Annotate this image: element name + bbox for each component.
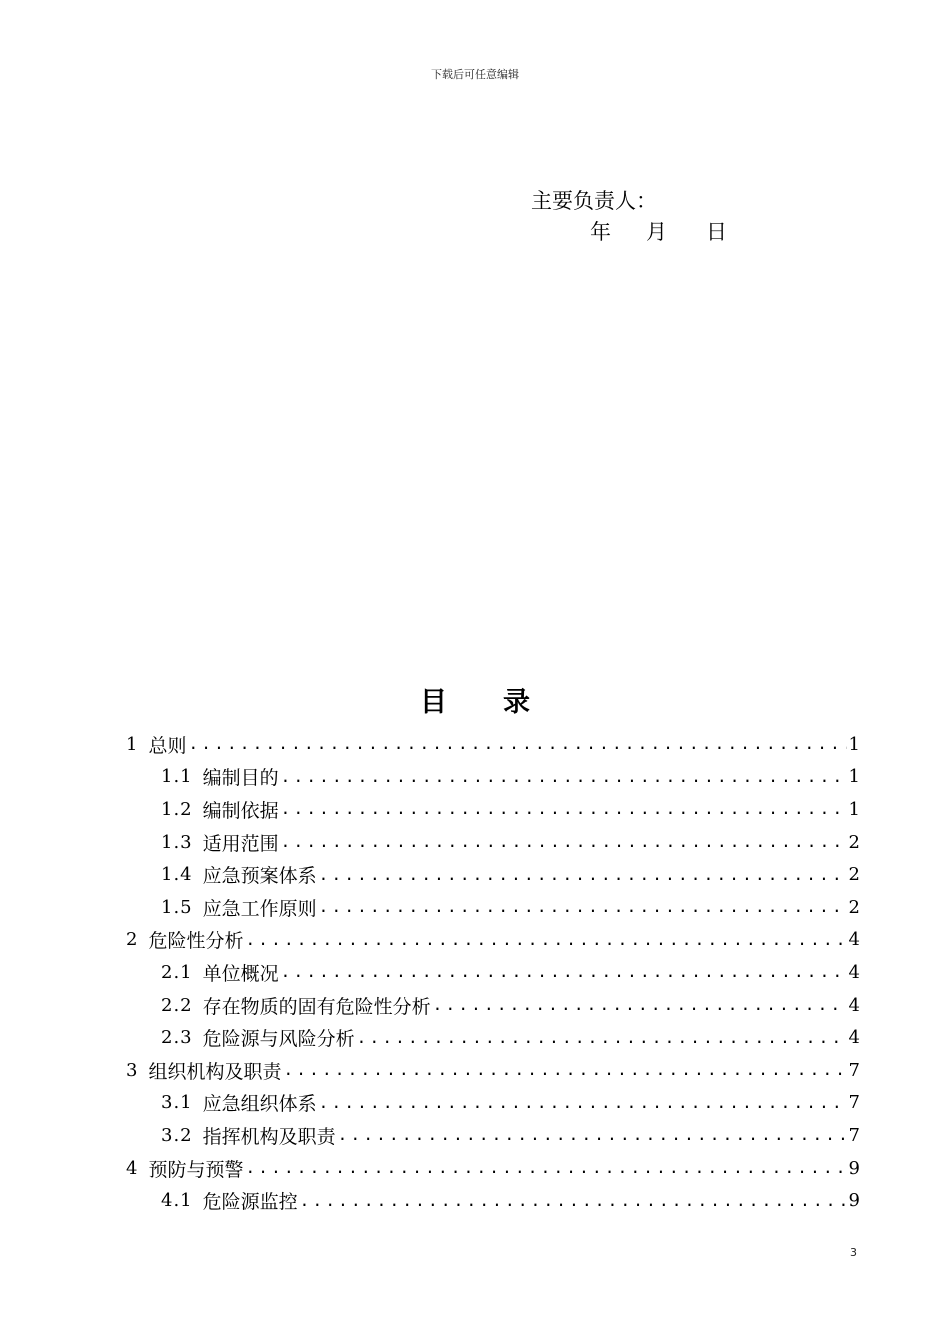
- toc-entry-page: 4: [848, 961, 860, 983]
- toc-entry-number: 2: [126, 929, 139, 951]
- toc-entry-page: 7: [848, 1059, 860, 1081]
- toc-entry-number: 1: [126, 733, 139, 755]
- signature-date: [590, 216, 727, 246]
- toc-entry-title: 应急工作原则: [202, 897, 317, 920]
- toc-entry[interactable]: [126, 1087, 860, 1120]
- toc-leader-dots: [433, 997, 847, 1013]
- toc-entry-title: 危险源与风险分析: [202, 1028, 355, 1051]
- toc-leader-dots: [281, 769, 847, 785]
- toc-entry-number: 3: [126, 1059, 139, 1081]
- toc-entry-page: 2: [848, 864, 860, 886]
- toc-entry-number: 4: [126, 1157, 139, 1179]
- toc-entry[interactable]: [126, 1152, 860, 1185]
- toc-entry[interactable]: [126, 728, 860, 761]
- toc-entry-page: 1: [848, 766, 860, 788]
- toc-entry[interactable]: [126, 1184, 860, 1217]
- toc-title-char-1: 目: [420, 687, 447, 718]
- toc-entry-number: 2.1: [161, 961, 193, 983]
- toc-leader-dots: [319, 899, 847, 915]
- toc-leader-dots: [281, 801, 847, 817]
- toc-entry-page: 7: [848, 1092, 860, 1114]
- toc-leader-dots: [283, 1062, 846, 1078]
- date-year-label: 年: [590, 220, 611, 244]
- toc-entry-title: 单位概况: [202, 962, 279, 985]
- toc-entry[interactable]: [126, 924, 860, 957]
- toc-entry-number: 3.1: [161, 1092, 193, 1114]
- toc-entry-page: 7: [848, 1124, 860, 1146]
- toc-entry-number: 1.2: [161, 798, 193, 820]
- toc-entry[interactable]: [126, 793, 860, 826]
- toc-entry-title: 危险性分析: [148, 930, 244, 953]
- toc-entry-number: 3.2: [161, 1124, 193, 1146]
- toc-entry[interactable]: [126, 826, 860, 859]
- toc-title: [0, 680, 950, 719]
- toc-leader-dots: [281, 964, 847, 980]
- toc-leader-dots: [357, 1030, 847, 1046]
- toc-entry-title: 应急组织体系: [202, 1093, 317, 1116]
- toc-entry[interactable]: [126, 1119, 860, 1152]
- toc-leader-dots: [319, 867, 847, 883]
- toc-entry-title: 编制目的: [202, 767, 279, 790]
- toc-entry[interactable]: [126, 1054, 860, 1087]
- toc-entry[interactable]: [126, 1021, 860, 1054]
- toc-entry-title: 预防与预警: [148, 1158, 244, 1181]
- toc-entry[interactable]: [126, 891, 860, 924]
- toc-entry-title: 危险源监控: [202, 1191, 298, 1214]
- toc-leader-dots: [245, 1160, 846, 1176]
- toc-entry-number: 1.1: [161, 766, 193, 788]
- toc-entry-title: 指挥机构及职责: [202, 1125, 336, 1148]
- date-month-label: 月: [646, 220, 667, 244]
- toc-entry-title: 适用范围: [202, 832, 279, 855]
- toc-entry-title: 总则: [148, 734, 187, 757]
- table-of-contents: [126, 728, 860, 1217]
- toc-entry-page: 4: [848, 1027, 860, 1049]
- toc-entry-number: 1.5: [161, 896, 193, 918]
- toc-title-char-2: 录: [503, 687, 530, 718]
- toc-entry-title: 应急预案体系: [202, 865, 317, 888]
- toc-entry[interactable]: [126, 858, 860, 891]
- responsible-person-label: 主要负责人：: [531, 189, 657, 213]
- toc-leader-dots: [300, 1193, 847, 1209]
- toc-entry-page: 9: [848, 1190, 860, 1212]
- toc-entry-number: 2.3: [161, 1027, 193, 1049]
- toc-entry-number: 2.2: [161, 994, 193, 1016]
- toc-entry-page: 1: [848, 798, 860, 820]
- toc-leader-dots: [338, 1127, 847, 1143]
- date-day-label: 日: [706, 220, 727, 244]
- toc-leader-dots: [188, 736, 846, 752]
- toc-entry-number: 4.1: [161, 1190, 193, 1212]
- toc-entry-number: 1.3: [161, 831, 193, 853]
- page-number: 3: [850, 1246, 857, 1259]
- toc-entry-page: 2: [848, 831, 860, 853]
- toc-entry-number: 1.4: [161, 864, 193, 886]
- header-note: 下载后可任意编辑: [431, 68, 519, 81]
- toc-entry[interactable]: [126, 989, 860, 1022]
- toc-entry-title: 编制依据: [202, 799, 279, 822]
- toc-entry[interactable]: [126, 956, 860, 989]
- toc-entry-title: 组织机构及职责: [148, 1060, 282, 1083]
- toc-leader-dots: [281, 834, 847, 850]
- toc-entry-page: 2: [848, 896, 860, 918]
- toc-entry[interactable]: [126, 761, 860, 794]
- toc-entry-title: 存在物质的固有危险性分析: [202, 995, 431, 1018]
- toc-leader-dots: [319, 1095, 847, 1111]
- toc-entry-page: 1: [848, 733, 860, 755]
- toc-entry-page: 4: [848, 994, 860, 1016]
- toc-entry-page: 4: [848, 929, 860, 951]
- toc-leader-dots: [245, 932, 846, 948]
- toc-entry-page: 9: [848, 1157, 860, 1179]
